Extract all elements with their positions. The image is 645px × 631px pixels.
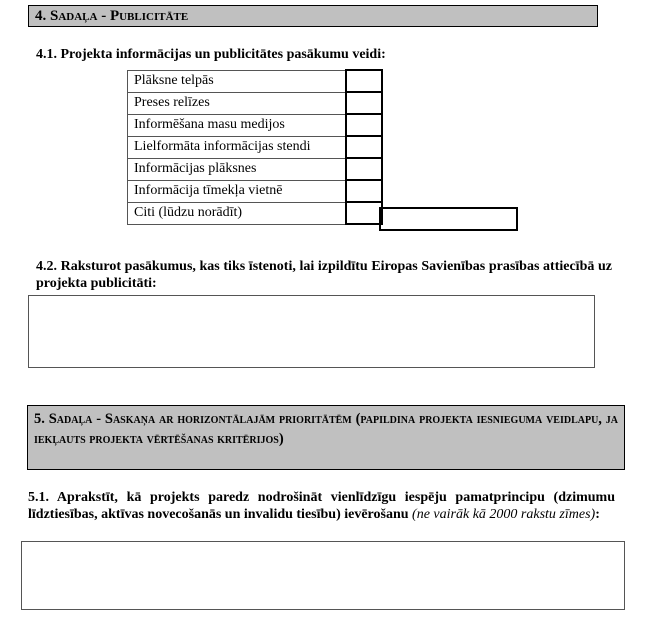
question-4-1-label: 4.1. Projekta informācijas un publicitātes pasākumu veidi: <box>36 47 386 62</box>
option-checkbox[interactable] <box>346 136 382 158</box>
option-checkbox[interactable] <box>346 70 382 92</box>
option-row <box>128 92 382 114</box>
option-row <box>128 136 382 158</box>
option-label: Preses relīzes <box>128 92 346 114</box>
section-5-header: 5. Sadaļa - Saskaņa ar horizontālajām prioritātēm (papildina projekta iesnieguma veidlapu, ja iekļauts projekta vērtēšanas kritērijos) <box>27 405 625 470</box>
option-row <box>128 158 382 180</box>
option-label: Plāksne telpās <box>128 70 346 92</box>
option-label: Citi (lūdzu norādīt) <box>128 202 346 224</box>
other-specify-input[interactable] <box>379 207 518 231</box>
question-5-1-answer-field[interactable] <box>21 541 625 610</box>
option-label: Informācijas plāksnes <box>128 158 346 180</box>
question-4-2-label: 4.2. Raksturot pasākumus, kas tiks īstenoti, lai izpildītu Eiropas Savienības prasības attiecībā uz projekta publicitāti: <box>36 259 612 291</box>
question-5-1-label <box>28 489 615 523</box>
section-4-header: 4. Sadaļa - Publicitāte <box>28 5 598 27</box>
option-row <box>128 70 382 92</box>
question-4-2-answer-field[interactable] <box>28 295 595 368</box>
option-row <box>128 180 382 202</box>
option-row <box>128 114 382 136</box>
option-checkbox[interactable] <box>346 180 382 202</box>
option-label: Informēšana masu medijos <box>128 114 346 136</box>
question-5-1-text: 5.1. Aprakstīt, kā projekts paredz nodrošināt vienlīdzīgu iespēju pamatprincipu (dzimumu līdztiesības, aktīvas novecošanās un invalidu tiesību) ievērošanu <box>28 490 615 522</box>
option-checkbox[interactable] <box>346 92 382 114</box>
question-5-1-suffix: : <box>595 507 600 522</box>
option-label: Informācija tīmekļa vietnē <box>128 180 346 202</box>
question-5-1-hint: (ne vairāk kā 2000 rakstu zīmes) <box>412 507 596 522</box>
publicity-options-table <box>127 69 383 225</box>
option-label: Lielformāta informācijas stendi <box>128 136 346 158</box>
option-checkbox[interactable] <box>346 158 382 180</box>
option-checkbox-other[interactable] <box>346 202 382 224</box>
option-checkbox[interactable] <box>346 114 382 136</box>
option-row <box>128 202 382 224</box>
